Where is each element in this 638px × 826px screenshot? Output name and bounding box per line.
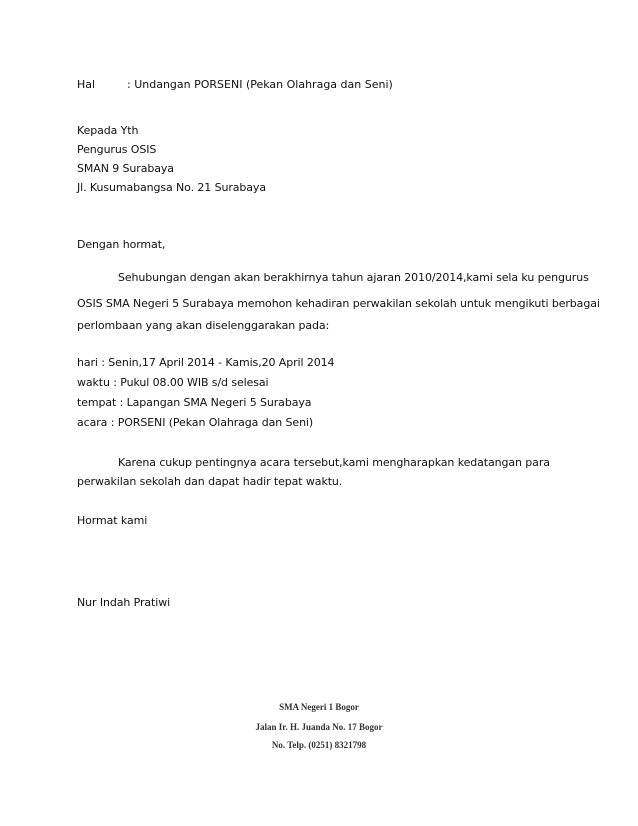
subject-value: : Undangan PORSENI (Pekan Olahraga dan Seni) bbox=[127, 78, 393, 91]
body-paragraph-2-line-2: perwakilan sekolah dan dapat hadir tepat waktu. bbox=[77, 475, 343, 488]
detail-hari: hari : Senin,17 April 2014 - Kamis,20 April 2014 bbox=[77, 356, 335, 369]
footer-school-name: SMA Negeri 1 Bogor bbox=[279, 702, 359, 712]
detail-acara: acara : PORSENI (Pekan Olahraga dan Seni) bbox=[77, 416, 314, 429]
body-paragraph-2-line-1: Karena cukup pentingnya acara tersebut,kami mengharapkan kedatangan para bbox=[118, 456, 550, 469]
body-paragraph-1-line-2: OSIS SMA Negeri 5 Surabaya memohon kehadiran perwakilan sekolah untuk mengikuti berbagai bbox=[77, 297, 600, 310]
body-paragraph-1-line-1: Sehubungan dengan akan berakhirnya tahun ajaran 2010/2014,kami sela ku pengurus bbox=[118, 271, 589, 284]
closing: Hormat kami bbox=[77, 514, 148, 527]
subject-label: Hal bbox=[77, 78, 96, 91]
footer-phone: No. Telp. (0251) 8321798 bbox=[271, 740, 367, 750]
signature-name: Nur Indah Pratiwi bbox=[77, 596, 171, 609]
footer-address: Jalan Ir. H. Juanda No. 17 Bogor bbox=[255, 722, 383, 732]
body-paragraph-1-line-3: perlombaan yang akan diselenggarakan pada: bbox=[77, 319, 330, 332]
greeting: Dengan hormat, bbox=[77, 238, 166, 251]
detail-waktu: waktu : Pukul 08.00 WIB s/d selesai bbox=[77, 376, 269, 389]
recipient-line-3: SMAN 9 Surabaya bbox=[77, 162, 174, 175]
recipient-line-2: Pengurus OSIS bbox=[77, 143, 157, 156]
recipient-address: Jl. Kusumabangsa No. 21 Surabaya bbox=[77, 181, 266, 194]
recipient-line-1: Kepada Yth bbox=[77, 124, 139, 137]
detail-tempat: tempat : Lapangan SMA Negeri 5 Surabaya bbox=[77, 396, 312, 409]
